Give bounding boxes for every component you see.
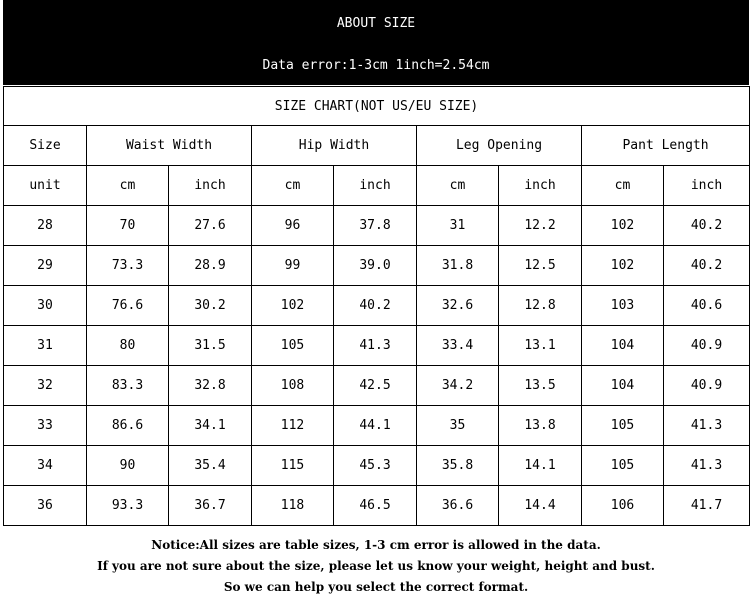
measure-cell: 13.1 bbox=[499, 326, 582, 366]
measure-cell: 30.2 bbox=[169, 286, 252, 326]
table-row bbox=[4, 286, 750, 326]
measure-cell: 106 bbox=[582, 486, 664, 526]
measure-cell: 35.8 bbox=[417, 446, 499, 486]
column-header: Pant Length bbox=[582, 126, 750, 166]
measure-cell: 39.0 bbox=[334, 246, 417, 286]
about-size-header bbox=[3, 0, 749, 85]
measure-cell: 42.5 bbox=[334, 366, 417, 406]
measure-cell: 35.4 bbox=[169, 446, 252, 486]
measure-cell: 103 bbox=[582, 286, 664, 326]
measure-cell: 40.9 bbox=[664, 326, 750, 366]
measure-cell: 102 bbox=[582, 206, 664, 246]
measure-cell: 41.7 bbox=[664, 486, 750, 526]
measure-cell: 33.4 bbox=[417, 326, 499, 366]
table-row bbox=[4, 326, 750, 366]
table-row bbox=[4, 486, 750, 526]
measure-cell: 35 bbox=[417, 406, 499, 446]
unit-cell: inch bbox=[334, 166, 417, 206]
measure-cell: 32.8 bbox=[169, 366, 252, 406]
measure-cell: 28.9 bbox=[169, 246, 252, 286]
size-cell: 30 bbox=[4, 286, 87, 326]
measure-cell: 70 bbox=[87, 206, 169, 246]
column-header: Waist Width bbox=[87, 126, 252, 166]
measure-cell: 13.5 bbox=[499, 366, 582, 406]
unit-cell: inch bbox=[499, 166, 582, 206]
measure-cell: 40.6 bbox=[664, 286, 750, 326]
size-cell: 36 bbox=[4, 486, 87, 526]
notice-line-2: If you are not sure about the size, please let us know your weight, height and bust. bbox=[97, 559, 655, 573]
measure-cell: 40.2 bbox=[664, 206, 750, 246]
measure-cell: 96 bbox=[252, 206, 334, 246]
unit-cell: inch bbox=[169, 166, 252, 206]
measure-cell: 27.6 bbox=[169, 206, 252, 246]
measure-cell: 112 bbox=[252, 406, 334, 446]
measure-cell: 99 bbox=[252, 246, 334, 286]
measure-cell: 34.2 bbox=[417, 366, 499, 406]
unit-cell: cm bbox=[87, 166, 169, 206]
size-cell: 34 bbox=[4, 446, 87, 486]
measure-cell: 93.3 bbox=[87, 486, 169, 526]
measure-cell: 76.6 bbox=[87, 286, 169, 326]
table-row bbox=[4, 446, 750, 486]
measure-cell: 90 bbox=[87, 446, 169, 486]
measure-cell: 40.2 bbox=[664, 246, 750, 286]
unit-row bbox=[4, 166, 750, 206]
measure-cell: 105 bbox=[582, 406, 664, 446]
measure-cell: 46.5 bbox=[334, 486, 417, 526]
measure-cell: 31.5 bbox=[169, 326, 252, 366]
measure-cell: 40.9 bbox=[664, 366, 750, 406]
chart-caption: SIZE CHART(NOT US/EU SIZE) bbox=[4, 87, 750, 126]
notice-line-1: Notice:All sizes are table sizes, 1-3 cm error is allowed in the data. bbox=[151, 538, 601, 552]
measure-cell: 31 bbox=[417, 206, 499, 246]
size-cell: 31 bbox=[4, 326, 87, 366]
unit-cell: cm bbox=[252, 166, 334, 206]
measure-cell: 12.2 bbox=[499, 206, 582, 246]
column-header: Leg Opening bbox=[417, 126, 582, 166]
unit-cell: unit bbox=[4, 166, 87, 206]
measure-cell: 13.8 bbox=[499, 406, 582, 446]
column-header: Hip Width bbox=[252, 126, 417, 166]
measure-cell: 41.3 bbox=[664, 406, 750, 446]
measure-cell: 12.5 bbox=[499, 246, 582, 286]
measure-cell: 102 bbox=[582, 246, 664, 286]
measure-cell: 14.1 bbox=[499, 446, 582, 486]
unit-cell: cm bbox=[582, 166, 664, 206]
measure-cell: 105 bbox=[252, 326, 334, 366]
measure-cell: 83.3 bbox=[87, 366, 169, 406]
measure-cell: 118 bbox=[252, 486, 334, 526]
column-header-row bbox=[4, 126, 750, 166]
measure-cell: 80 bbox=[87, 326, 169, 366]
measure-cell: 104 bbox=[582, 326, 664, 366]
size-cell: 32 bbox=[4, 366, 87, 406]
table-row bbox=[4, 406, 750, 446]
measure-cell: 37.8 bbox=[334, 206, 417, 246]
measure-cell: 104 bbox=[582, 366, 664, 406]
measure-cell: 36.6 bbox=[417, 486, 499, 526]
measure-cell: 108 bbox=[252, 366, 334, 406]
unit-cell: cm bbox=[417, 166, 499, 206]
measure-cell: 115 bbox=[252, 446, 334, 486]
table-row bbox=[4, 246, 750, 286]
measure-cell: 31.8 bbox=[417, 246, 499, 286]
size-cell: 33 bbox=[4, 406, 87, 446]
measure-cell: 41.3 bbox=[664, 446, 750, 486]
measure-cell: 73.3 bbox=[87, 246, 169, 286]
notice-line-3: So we can help you select the correct format. bbox=[223, 580, 529, 594]
measure-cell: 36.7 bbox=[169, 486, 252, 526]
table-row bbox=[4, 206, 750, 246]
measure-cell: 14.4 bbox=[499, 486, 582, 526]
table-row bbox=[4, 366, 750, 406]
measure-cell: 102 bbox=[252, 286, 334, 326]
measure-cell: 45.3 bbox=[334, 446, 417, 486]
header-note: Data error:1-3cm 1inch=2.54cm bbox=[262, 58, 490, 73]
unit-cell: inch bbox=[664, 166, 750, 206]
measure-cell: 105 bbox=[582, 446, 664, 486]
measure-cell: 12.8 bbox=[499, 286, 582, 326]
size-chart-table bbox=[3, 86, 750, 526]
measure-cell: 40.2 bbox=[334, 286, 417, 326]
measure-cell: 44.1 bbox=[334, 406, 417, 446]
size-cell: 29 bbox=[4, 246, 87, 286]
measure-cell: 32.6 bbox=[417, 286, 499, 326]
size-cell: 28 bbox=[4, 206, 87, 246]
header-title: ABOUT SIZE bbox=[336, 16, 416, 31]
column-header: Size bbox=[4, 126, 87, 166]
measure-cell: 41.3 bbox=[334, 326, 417, 366]
measure-cell: 86.6 bbox=[87, 406, 169, 446]
measure-cell: 34.1 bbox=[169, 406, 252, 446]
caption-row bbox=[4, 87, 750, 126]
